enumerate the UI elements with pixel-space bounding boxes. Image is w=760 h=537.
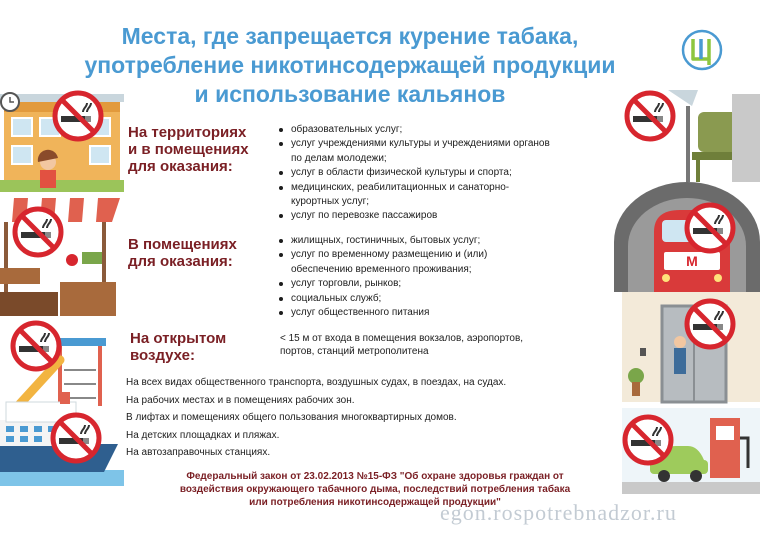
text-line: < 15 м от входа в помещения вокзалов, аэропортов, <box>280 333 524 344</box>
no-smoking-icon <box>684 202 736 254</box>
list-item: услуг торговли, рынков; <box>278 277 618 291</box>
no-smoking-icon <box>52 90 104 142</box>
section-label-line: для оказания: <box>128 253 233 270</box>
list-item: На автозаправочных станциях. <box>126 447 271 458</box>
section-text-outdoors <box>280 332 610 358</box>
section-list-premises <box>278 234 618 320</box>
list-item: На всех видах общественного транспорта, воздушных судах, в поездах, на судах. <box>126 377 507 388</box>
list-item: На детских площадках и пляжах. <box>126 429 280 441</box>
section-label-line: для оказания: <box>128 158 233 175</box>
list-item-continuation: курортных услуг; <box>291 196 370 208</box>
title-line-3: и использование кальянов <box>194 81 506 107</box>
list-item: медицинских, реабилитационных и санаторно- <box>278 181 628 195</box>
no-smoking-icon <box>12 206 64 258</box>
section-label-line: и в помещениях <box>128 141 249 158</box>
no-smoking-icon <box>684 298 736 350</box>
list-item: услуг по перевозке пассажиров <box>278 209 628 223</box>
no-smoking-icon <box>624 90 676 142</box>
title-line-2: употребление никотинсодержащей продукции <box>84 52 616 78</box>
list-item-continuation: обеспечению временного проживания; <box>291 263 472 275</box>
section-label-line: На открытом <box>130 330 227 347</box>
law-line: или потребления никотинсодержащей продукции" <box>249 497 501 508</box>
list-item-continuation: по делам молодежи; <box>291 152 387 164</box>
list-item: В лифтах и помещениях общего пользования многоквартирных домов. <box>126 412 457 423</box>
law-line: воздействия окружающего табачного дыма, последствий потребления табака <box>179 484 571 495</box>
watermark: egon.rospotrebnadzor.ru <box>440 500 677 525</box>
list-item: услуг общественного питания <box>278 306 618 320</box>
law-line: Федеральный закон от 23.02.2013 №15-ФЗ "Об охране здоровья граждан от <box>186 471 564 482</box>
list-item: услуг учреждениями культуры и учреждениями органов <box>278 137 628 151</box>
metro-sign: М <box>686 253 698 269</box>
section-label-line: На территориях <box>128 124 247 141</box>
list-item: социальных служб; <box>278 292 618 306</box>
list-item: На рабочих местах и в помещениях рабочих зон. <box>126 394 355 406</box>
section-label-line: В помещениях <box>128 236 237 253</box>
list-item: жилищных, гостиничных, бытовых услуг; <box>278 234 618 248</box>
ts-logo-icon <box>680 28 724 72</box>
no-smoking-icon <box>10 320 62 372</box>
title-line-1: Места, где запрещается курение табака, <box>121 23 579 49</box>
section-label-premises <box>128 236 237 270</box>
list-item: образовательных услуг; <box>278 123 628 137</box>
section-label-line: воздухе: <box>130 347 195 364</box>
no-smoking-icon <box>50 412 102 464</box>
list-item: услуг в области физической культуры и спорта; <box>278 166 628 180</box>
list-item: услуг по временному размещению и (или) <box>278 248 618 262</box>
section-list-territories <box>278 123 628 224</box>
no-smoking-icon <box>622 414 674 466</box>
section-label-outdoors <box>130 330 226 364</box>
section-label-territories <box>128 124 249 175</box>
text-line: портов, станций метрополитена <box>280 346 429 357</box>
general-prohibitions-list <box>126 374 616 462</box>
